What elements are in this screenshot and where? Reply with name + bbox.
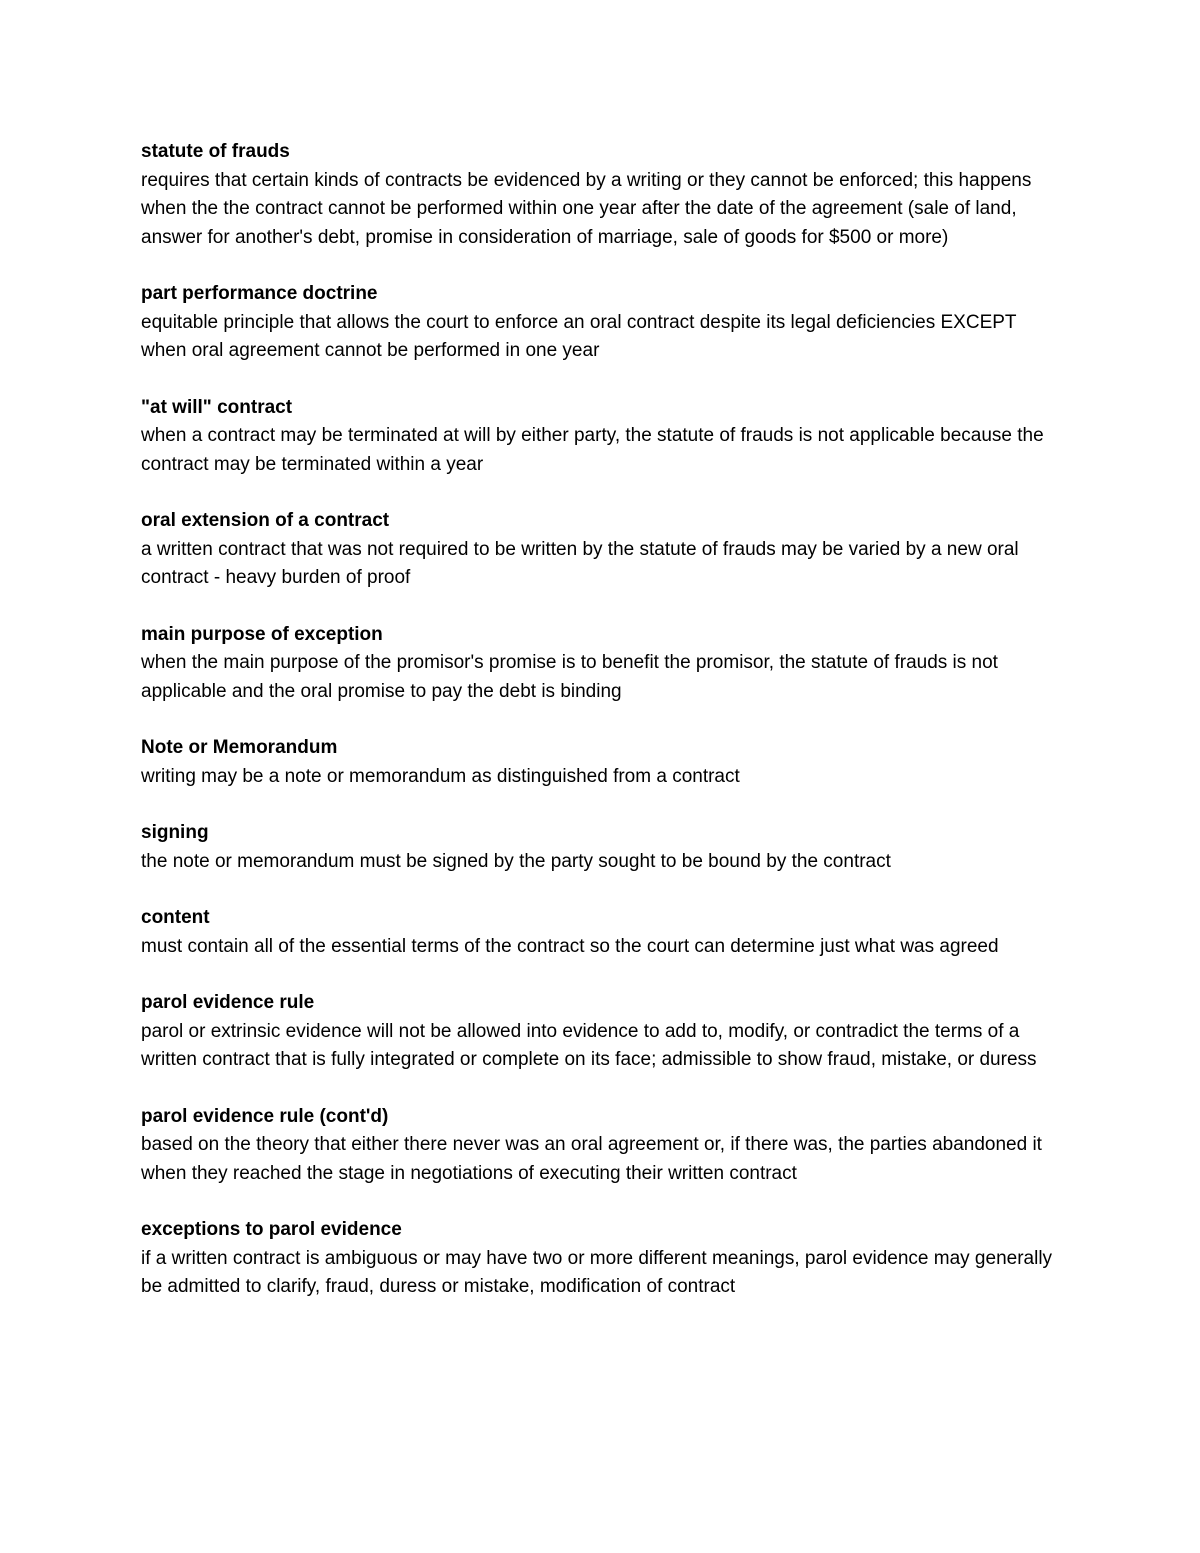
entry-term: signing bbox=[141, 822, 209, 843]
entry-definition: when the main purpose of the promisor's promise is to benefit the promisor, the statute of frauds is not applicable and the oral promise to pay the debt is binding bbox=[141, 652, 998, 702]
entry-term: oral extension of a contract bbox=[141, 510, 390, 531]
glossary-entry-oral-extension bbox=[141, 507, 1071, 593]
entry-term: exceptions to parol evidence bbox=[141, 1219, 402, 1240]
glossary-entry-part-performance-doctrine bbox=[141, 280, 1071, 366]
glossary-entry-main-purpose-exception bbox=[141, 621, 1071, 707]
entry-term: parol evidence rule bbox=[141, 992, 315, 1013]
entry-definition: writing may be a note or memorandum as distinguished from a contract bbox=[141, 765, 740, 787]
document-page bbox=[141, 138, 1071, 1330]
entry-definition: requires that certain kinds of contracts be evidenced by a writing or they cannot be enforced; this happens when the the contract cannot be performed within one year after the date of the agreement (sale of land, answer for another's debt, promise in consideration of marriage, sale of goods for $500 or more) bbox=[141, 169, 1032, 248]
glossary-entry-parol-evidence-rule-contd bbox=[141, 1103, 1071, 1189]
glossary-entry-parol-evidence-rule bbox=[141, 989, 1071, 1075]
entry-definition: if a written contract is ambiguous or may have two or more different meanings, parol evidence may generally be admitted to clarify, fraud, duress or mistake, modification of contract bbox=[141, 1247, 1053, 1297]
entry-definition: when a contract may be terminated at will by either party, the statute of frauds is not applicable because the contract may be terminated within a year bbox=[141, 425, 1044, 475]
entry-term: Note or Memorandum bbox=[141, 737, 338, 758]
entry-definition: parol or extrinsic evidence will not be allowed into evidence to add to, modify, or contradict the terms of a written contract that is fully integrated or complete on its face; admissible to show fraud, mistake, or duress bbox=[141, 1020, 1037, 1070]
entry-term: main purpose of exception bbox=[141, 623, 383, 645]
entry-definition: based on the theory that either there never was an oral agreement or, if there was, the parties abandoned it when they reached the stage in negotiations of executing their written contract bbox=[141, 1134, 1042, 1184]
glossary-entry-exceptions-to-parol-evidence bbox=[141, 1216, 1071, 1302]
entry-term: statute of frauds bbox=[141, 141, 290, 162]
entry-term: content bbox=[141, 907, 210, 928]
glossary-entry-signing bbox=[141, 819, 1071, 876]
glossary-entry-content bbox=[141, 904, 1071, 961]
entry-definition: must contain all of the essential terms of the contract so the court can determine just what was agreed bbox=[141, 935, 999, 957]
entry-term: part performance doctrine bbox=[141, 283, 378, 304]
entry-definition: the note or memorandum must be signed by the party sought to be bound by the contract bbox=[141, 850, 891, 872]
entry-term: parol evidence rule (cont'd) bbox=[141, 1105, 389, 1127]
glossary-entry-note-or-memorandum bbox=[141, 734, 1071, 791]
entry-term: "at will" contract bbox=[141, 396, 293, 418]
glossary-entry-at-will-contract bbox=[141, 394, 1071, 480]
entry-definition: equitable principle that allows the court to enforce an oral contract despite its legal deficiencies EXCEPT when oral agreement cannot be performed in one year bbox=[141, 311, 1017, 361]
entry-definition: a written contract that was not required to be written by the statute of frauds may be varied by a new oral contract - heavy burden of proof bbox=[141, 538, 1019, 588]
glossary-entry-statute-of-frauds bbox=[141, 138, 1071, 252]
